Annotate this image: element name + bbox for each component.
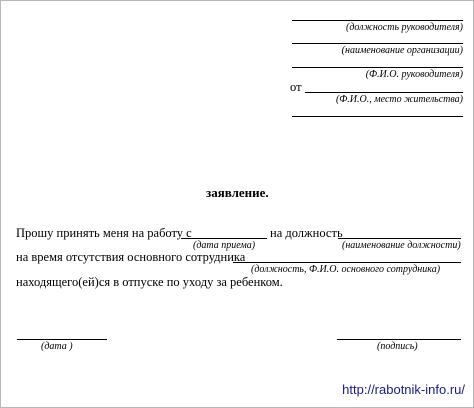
- position-name-line: [338, 238, 461, 239]
- applicant-hint: (Ф.И.О., место жительства): [335, 94, 463, 105]
- parental-leave-text: находящего(ей)ся в отпуске по уходу за ребенком.: [16, 275, 283, 289]
- hire-request-text: Прошу принять меня на работу с: [16, 226, 192, 240]
- date-line: [17, 339, 107, 340]
- organization-hint: (наименование организации): [341, 45, 463, 56]
- signature-hint: (подпись): [377, 341, 418, 352]
- head-name-line: [292, 67, 463, 68]
- organization-line: [292, 43, 463, 44]
- main-employee-line: [233, 262, 461, 263]
- absence-text: на время отсутствия основного сотрудника: [16, 250, 246, 264]
- position-label: на должность: [270, 226, 343, 240]
- document-title: заявление.: [206, 185, 269, 200]
- start-date-line: [181, 238, 267, 239]
- main-employee-hint: (должность, Ф.И.О. основного сотрудника): [251, 264, 441, 275]
- from-label: от: [290, 80, 302, 94]
- signature-line: [337, 339, 461, 340]
- applicant-line: [305, 92, 463, 93]
- position-hint: (должность руководителя): [346, 22, 463, 33]
- position-name-hint: (наименование должности): [342, 240, 461, 251]
- start-date-hint: (дата приема): [193, 240, 256, 251]
- position-line: [292, 20, 463, 21]
- source-link[interactable]: http://rabotnik-info.ru/: [342, 382, 465, 397]
- applicant-line-2: [292, 116, 463, 117]
- head-name-hint: (Ф.И.О. руководителя): [365, 69, 463, 80]
- date-hint: (дата ): [41, 341, 73, 352]
